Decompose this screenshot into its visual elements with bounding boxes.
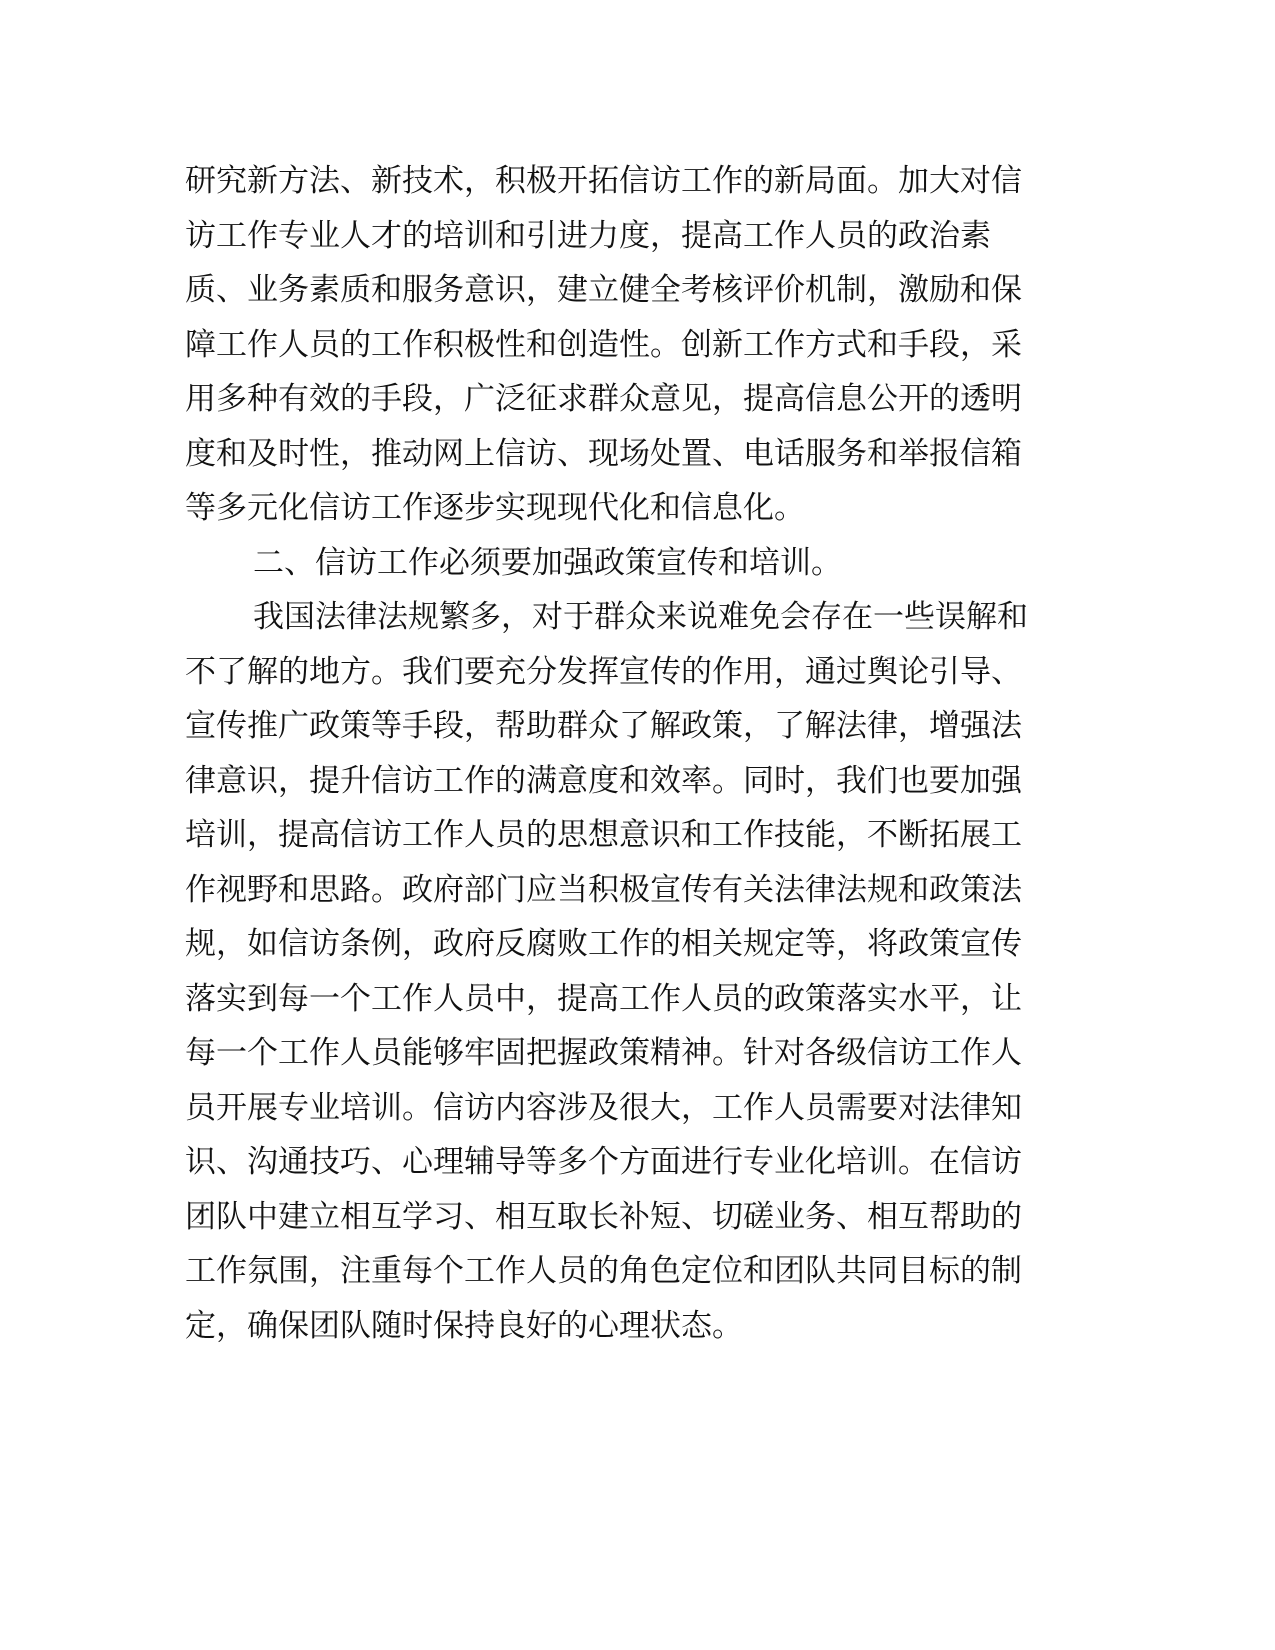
text-line: 每一个工作人员能够牢固把握政策精神。针对各级信访工作人	[185, 1035, 1022, 1071]
text-line: 宣传推广政策等手段，帮助群众了解政策，了解法律，增强法	[185, 708, 1022, 744]
heading-line: 二、信访工作必须要加强政策宣传和培训。	[253, 544, 842, 581]
text-line: 质、业务素质和服务意识，建立健全考核评价机制，激励和保	[185, 272, 1022, 308]
text-line: 律意识，提升信访工作的满意度和效率。同时，我们也要加强	[185, 762, 1022, 799]
text-line: 研究新方法、新技术，积极开拓信访工作的新局面。加大对信	[185, 163, 1022, 199]
text-line: 落实到每一个工作人员中，提高工作人员的政策落实水平，让	[185, 980, 1022, 1017]
paragraph-2	[185, 590, 1080, 1353]
text-line: 定，确保团队随时保持良好的心理状态。	[185, 1307, 743, 1344]
text-line: 识、沟通技巧、心理辅导等多个方面进行专业化培训。在信访	[185, 1144, 1022, 1180]
text-line: 用多种有效的手段，广泛征求群众意见，提高信息公开的透明	[185, 381, 1022, 417]
text-line: 等多元化信访工作逐步实现现代化和信息化。	[185, 490, 805, 526]
text-line: 度和及时性，推动网上信访、现场处置、电话服务和举报信箱	[185, 435, 1022, 472]
text-line: 员开展专业培训。信访内容涉及很大，工作人员需要对法律知	[185, 1089, 1022, 1126]
section-heading	[185, 536, 1080, 591]
paragraph-1	[185, 154, 1080, 536]
text-line: 访工作专业人才的培训和引进力度，提高工作人员的政治素	[185, 217, 991, 254]
text-line: 作视野和思路。政府部门应当积极宣传有关法律法规和政策法	[185, 871, 1022, 908]
text-line: 团队中建立相互学习、相互取长补短、切磋业务、相互帮助的	[185, 1198, 1022, 1235]
text-line: 不了解的地方。我们要充分发挥宣传的作用，通过舆论引导、	[185, 653, 1022, 690]
text-line: 培训，提高信访工作人员的思想意识和工作技能，不断拓展工	[185, 817, 1022, 853]
text-line: 我国法律法规繁多，对于群众来说难免会存在一些误解和	[253, 599, 1028, 635]
text-line: 障工作人员的工作积极性和创造性。创新工作方式和手段，采	[185, 326, 1022, 363]
document-body	[185, 154, 1080, 1353]
text-line: 规，如信访条例，政府反腐败工作的相关规定等，将政策宣传	[185, 926, 1022, 962]
text-line: 工作氛围，注重每个工作人员的角色定位和团队共同目标的制	[185, 1253, 1022, 1289]
